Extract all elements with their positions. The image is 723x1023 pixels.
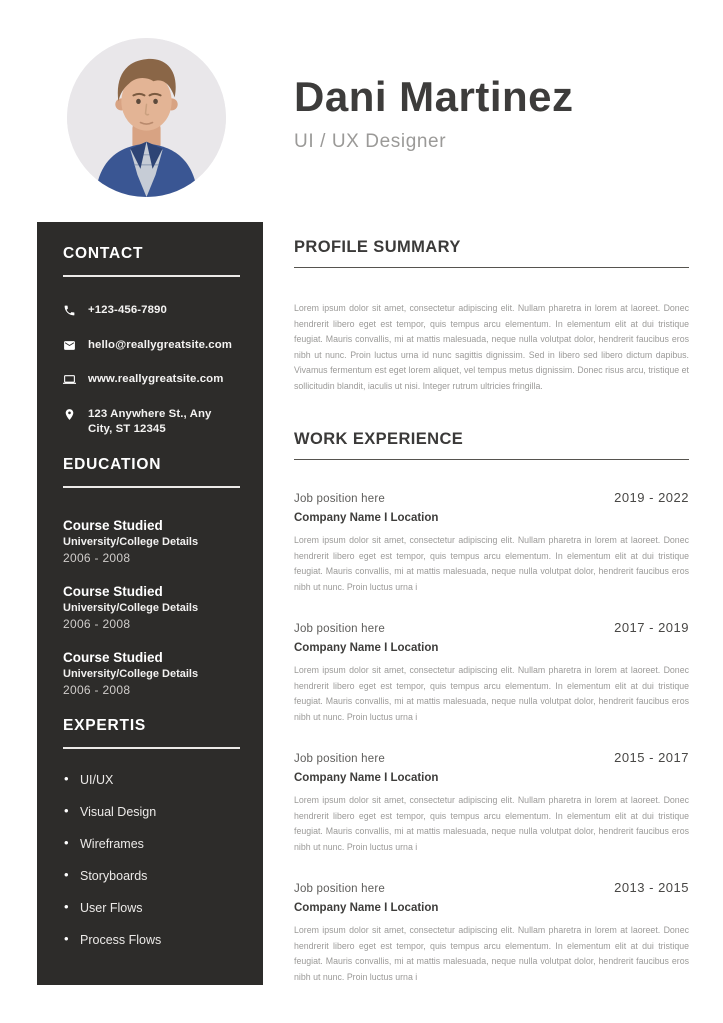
education-course: Course Studied bbox=[63, 583, 163, 599]
profile-summary-heading: PROFILE SUMMARY bbox=[294, 238, 461, 256]
job-period: 2019 - 2022 bbox=[614, 490, 689, 505]
expertise-section bbox=[63, 718, 247, 947]
job-description: Lorem ipsum dolor sit amet, consectetur adipiscing elit. Nullam pharetra in lorem at laoreet. Donec hendrerit libero eget est tempor, quis tempus arcu elementum. In elementum elit at dui tristique feugiat. Mauris convallis, mi at mattis malesuada, neque nulla volutpat dolor, hendrerit faucibus eros nibh ut nunc. Proin luctus urna i bbox=[294, 795, 689, 852]
contact-row-address bbox=[63, 407, 247, 438]
job-company: Company Name I Location bbox=[294, 772, 439, 784]
contact-email-text: hello@reallygreatsite.com bbox=[88, 338, 233, 351]
portrait-illustration bbox=[67, 38, 226, 197]
education-course: Course Studied bbox=[63, 649, 163, 665]
expertise-item: • UI/UX bbox=[63, 773, 247, 787]
work-entry bbox=[294, 880, 689, 985]
work-entries bbox=[294, 490, 689, 985]
contact-section bbox=[63, 246, 247, 438]
profile-photo bbox=[67, 38, 226, 197]
job-period: 2015 - 2017 bbox=[614, 750, 689, 765]
job-description: Lorem ipsum dolor sit amet, consectetur adipiscing elit. Nullam pharetra in lorem at laoreet. Donec hendrerit libero eget est tempor, quis tempus arcu elementum. In elementum elit at dui tristique feugiat. Mauris convallis, mi at mattis malesuada, neque nulla volutpat dolor, hendrerit faucibus eros nibh ut nunc. Proin luctus urna i bbox=[294, 535, 689, 592]
job-company: Company Name I Location bbox=[294, 512, 439, 524]
work-entry-header bbox=[294, 750, 689, 767]
sidebar bbox=[37, 222, 263, 985]
expertise-item: • Wireframes bbox=[63, 837, 247, 851]
expertise-heading: EXPERTIS bbox=[63, 716, 147, 734]
work-experience-heading: WORK EXPERIENCE bbox=[294, 430, 464, 448]
job-company: Company Name I Location bbox=[294, 642, 439, 654]
location-icon bbox=[63, 407, 77, 421]
job-period: 2013 - 2015 bbox=[614, 880, 689, 895]
education-divider bbox=[63, 486, 240, 488]
contact-divider bbox=[63, 275, 240, 277]
website-icon bbox=[63, 372, 77, 386]
person-job-title: UI / UX Designer bbox=[294, 131, 447, 152]
job-position: Job position here bbox=[294, 753, 385, 765]
education-item bbox=[63, 583, 247, 632]
expertise-item: • User Flows bbox=[63, 901, 247, 915]
contact-list bbox=[63, 303, 247, 438]
education-school: University/College Details bbox=[63, 535, 199, 548]
job-position: Job position here bbox=[294, 493, 385, 505]
expertise-list bbox=[63, 773, 247, 947]
contact-row-website bbox=[63, 372, 247, 388]
profile-summary-body: Lorem ipsum dolor sit amet, consectetur adipiscing elit. Nullam pharetra in lorem at laoreet. Donec hendrerit libero eget est tempor, quis tempus arcu elementum. In elementum elit at dui tristique feugiat. Mauris convallis, mi at mattis malesuada, neque nulla volutpat dolor, hendrerit faucibus eros nibh ut nunc. Proin luctus urna id nunc sagittis dignissim. Sed in libero sed libero dictum dapibus. Vivamus fermentum est eget lorem aliquet, vel tempus metus dignissim. Donec risus arcu, tristique et sollicitudin blandit, iaculis ut nisi. Integer rutrum ultricies fringilla. bbox=[294, 303, 689, 391]
work-entry bbox=[294, 490, 689, 595]
work-entry-header bbox=[294, 490, 689, 507]
contact-address-text: 123 Anywhere St., Any City, ST 12345 bbox=[88, 407, 212, 435]
education-school: University/College Details bbox=[63, 667, 199, 680]
contact-heading: CONTACT bbox=[63, 245, 144, 262]
contact-phone-text: +123-456-7890 bbox=[88, 304, 167, 316]
education-course: Course Studied bbox=[63, 517, 163, 533]
expertise-divider bbox=[63, 747, 240, 749]
work-entry bbox=[294, 620, 689, 725]
education-years: 2006 - 2008 bbox=[63, 616, 131, 631]
education-school: University/College Details bbox=[63, 601, 199, 614]
work-entry-header bbox=[294, 620, 689, 637]
education-years: 2006 - 2008 bbox=[63, 682, 131, 697]
education-section bbox=[63, 457, 247, 698]
contact-row-email bbox=[63, 338, 247, 354]
expertise-item: • Process Flows bbox=[63, 933, 247, 947]
profile-summary-divider bbox=[294, 267, 689, 268]
contact-website-text: www.reallygreatsite.com bbox=[88, 373, 224, 385]
job-position: Job position here bbox=[294, 623, 385, 635]
work-entry bbox=[294, 750, 689, 855]
person-name: Dani Martinez bbox=[294, 73, 574, 120]
contact-row-phone bbox=[63, 303, 247, 319]
phone-icon bbox=[63, 303, 77, 317]
education-years: 2006 - 2008 bbox=[63, 550, 131, 565]
expertise-item: • Visual Design bbox=[63, 805, 247, 819]
expertise-item: • Storyboards bbox=[63, 869, 247, 883]
work-entry-header bbox=[294, 880, 689, 897]
job-description: Lorem ipsum dolor sit amet, consectetur adipiscing elit. Nullam pharetra in lorem at laoreet. Donec hendrerit libero eget est tempor, quis tempus arcu elementum. In elementum elit at dui tristique feugiat. Mauris convallis, mi at mattis malesuada, neque nulla volutpat dolor, hendrerit faucibus eros nibh ut nunc. Proin luctus urna i bbox=[294, 925, 689, 982]
job-period: 2017 - 2019 bbox=[614, 620, 689, 635]
job-position: Job position here bbox=[294, 883, 385, 895]
education-item bbox=[63, 517, 247, 566]
job-company: Company Name I Location bbox=[294, 902, 439, 914]
education-item bbox=[63, 649, 247, 698]
profile-summary-section bbox=[294, 239, 689, 394]
education-list bbox=[63, 517, 247, 698]
education-heading: EDUCATION bbox=[63, 455, 162, 473]
work-experience-section bbox=[294, 431, 689, 1010]
header bbox=[294, 74, 694, 153]
work-experience-divider bbox=[294, 459, 689, 460]
job-description: Lorem ipsum dolor sit amet, consectetur adipiscing elit. Nullam pharetra in lorem at laoreet. Donec hendrerit libero eget est tempor, quis tempus arcu elementum. In elementum elit at dui tristique feugiat. Mauris convallis, mi at mattis malesuada, neque nulla volutpat dolor, hendrerit faucibus eros nibh ut nunc. Proin luctus urna i bbox=[294, 665, 689, 722]
email-icon bbox=[63, 338, 77, 352]
